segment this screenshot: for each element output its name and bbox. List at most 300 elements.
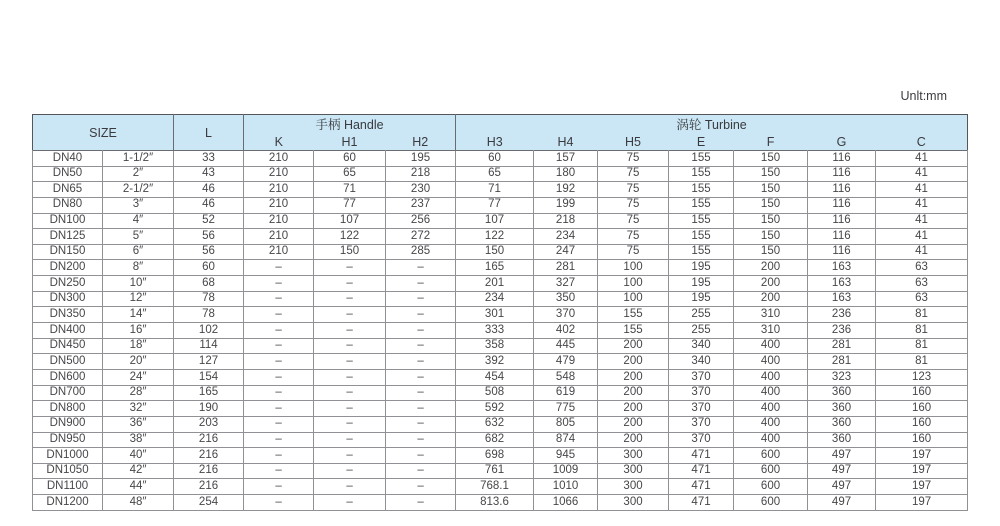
table-cell: – bbox=[244, 385, 314, 401]
table-cell: 350 bbox=[534, 291, 598, 307]
table-cell: 236 bbox=[808, 307, 876, 323]
table-cell: – bbox=[386, 307, 456, 323]
table-cell: 199 bbox=[534, 197, 598, 213]
table-cell: 479 bbox=[534, 354, 598, 370]
table-cell: 4″ bbox=[103, 213, 174, 229]
table-cell: 155 bbox=[669, 229, 734, 245]
table-cell: 310 bbox=[734, 323, 808, 339]
table-cell: 44″ bbox=[103, 479, 174, 495]
table-cell: 41 bbox=[876, 182, 968, 198]
table-cell: 761 bbox=[456, 463, 534, 479]
table-cell: 497 bbox=[808, 495, 876, 511]
table-cell: 100 bbox=[598, 260, 669, 276]
table-cell: DN450 bbox=[33, 338, 103, 354]
table-cell: 77 bbox=[456, 197, 534, 213]
table-cell: – bbox=[244, 416, 314, 432]
table-cell: 370 bbox=[669, 416, 734, 432]
table-row bbox=[33, 260, 968, 276]
table-cell: – bbox=[386, 385, 456, 401]
table-cell: 127 bbox=[174, 354, 244, 370]
table-cell: 157 bbox=[534, 151, 598, 167]
table-cell: 160 bbox=[876, 401, 968, 417]
col-header-f: F bbox=[734, 133, 808, 151]
table-cell: 497 bbox=[808, 479, 876, 495]
table-cell: 200 bbox=[734, 291, 808, 307]
table-cell: 63 bbox=[876, 276, 968, 292]
table-cell: 497 bbox=[808, 463, 876, 479]
table-cell: 340 bbox=[669, 354, 734, 370]
table-cell: 20″ bbox=[103, 354, 174, 370]
table-cell: 340 bbox=[669, 338, 734, 354]
group-header-turbine: 涡轮 Turbine bbox=[456, 115, 968, 134]
table-cell: 81 bbox=[876, 354, 968, 370]
table-cell: 300 bbox=[598, 495, 669, 511]
table-cell: 210 bbox=[244, 244, 314, 260]
table-cell: 323 bbox=[808, 369, 876, 385]
table-cell: 234 bbox=[534, 229, 598, 245]
table-cell: 60 bbox=[456, 151, 534, 167]
table-cell: 600 bbox=[734, 495, 808, 511]
table-cell: – bbox=[386, 479, 456, 495]
table-cell: 216 bbox=[174, 432, 244, 448]
table-row bbox=[33, 323, 968, 339]
table-cell: 392 bbox=[456, 354, 534, 370]
table-row bbox=[33, 495, 968, 511]
table-cell: – bbox=[244, 495, 314, 511]
table-cell: DN700 bbox=[33, 385, 103, 401]
table-cell: 400 bbox=[734, 401, 808, 417]
table-row bbox=[33, 354, 968, 370]
table-cell: 310 bbox=[734, 307, 808, 323]
table-cell: 813.6 bbox=[456, 495, 534, 511]
table-cell: 682 bbox=[456, 432, 534, 448]
table-cell: 197 bbox=[876, 495, 968, 511]
table-cell: 116 bbox=[808, 244, 876, 260]
table-cell: 123 bbox=[876, 369, 968, 385]
table-cell: – bbox=[386, 416, 456, 432]
table-cell: 471 bbox=[669, 495, 734, 511]
table-row bbox=[33, 432, 968, 448]
table-cell: 122 bbox=[314, 229, 386, 245]
table-cell: 41 bbox=[876, 151, 968, 167]
table-cell: 210 bbox=[244, 229, 314, 245]
table-cell: 1066 bbox=[534, 495, 598, 511]
col-header-g: G bbox=[808, 133, 876, 151]
table-cell: 1010 bbox=[534, 479, 598, 495]
table-cell: 12″ bbox=[103, 291, 174, 307]
table-cell: 237 bbox=[386, 197, 456, 213]
table-cell: 600 bbox=[734, 479, 808, 495]
table-cell: 116 bbox=[808, 197, 876, 213]
table-cell: 42″ bbox=[103, 463, 174, 479]
table-cell: – bbox=[244, 354, 314, 370]
table-row bbox=[33, 182, 968, 198]
table-cell: 60 bbox=[314, 151, 386, 167]
table-cell: 210 bbox=[244, 197, 314, 213]
table-cell: 619 bbox=[534, 385, 598, 401]
table-cell: 255 bbox=[669, 323, 734, 339]
table-cell: DN100 bbox=[33, 213, 103, 229]
table-row bbox=[33, 276, 968, 292]
col-header-h1: H1 bbox=[314, 133, 386, 151]
table-cell: 333 bbox=[456, 323, 534, 339]
table-cell: 471 bbox=[669, 479, 734, 495]
table-cell: 150 bbox=[734, 151, 808, 167]
table-cell: 150 bbox=[734, 213, 808, 229]
table-cell: 78 bbox=[174, 291, 244, 307]
table-cell: 370 bbox=[669, 401, 734, 417]
table-cell: 40″ bbox=[103, 448, 174, 464]
table-cell: 165 bbox=[456, 260, 534, 276]
table-cell: 41 bbox=[876, 166, 968, 182]
table-cell: 200 bbox=[734, 260, 808, 276]
table-cell: 36″ bbox=[103, 416, 174, 432]
table-cell: – bbox=[386, 495, 456, 511]
table-cell: 190 bbox=[174, 401, 244, 417]
unit-label: Unlt:mm bbox=[900, 89, 947, 103]
table-cell: 210 bbox=[244, 166, 314, 182]
table-cell: 874 bbox=[534, 432, 598, 448]
col-header-e: E bbox=[669, 133, 734, 151]
table-cell: 1009 bbox=[534, 463, 598, 479]
table-cell: 60 bbox=[174, 260, 244, 276]
table-cell: 155 bbox=[669, 151, 734, 167]
table-row bbox=[33, 416, 968, 432]
table-cell: – bbox=[244, 448, 314, 464]
table-cell: – bbox=[314, 354, 386, 370]
table-cell: 165 bbox=[174, 385, 244, 401]
table-cell: 256 bbox=[386, 213, 456, 229]
table-cell: – bbox=[244, 276, 314, 292]
table-cell: 75 bbox=[598, 182, 669, 198]
table-cell: 150 bbox=[314, 244, 386, 260]
table-cell: 370 bbox=[669, 369, 734, 385]
table-cell: 281 bbox=[808, 338, 876, 354]
table-cell: 81 bbox=[876, 323, 968, 339]
table-cell: 471 bbox=[669, 448, 734, 464]
table-row bbox=[33, 197, 968, 213]
table-cell: 600 bbox=[734, 448, 808, 464]
table-cell: 65 bbox=[314, 166, 386, 182]
table-cell: DN40 bbox=[33, 151, 103, 167]
table-cell: 497 bbox=[808, 448, 876, 464]
table-cell: DN50 bbox=[33, 166, 103, 182]
table-cell: 234 bbox=[456, 291, 534, 307]
table-cell: 768.1 bbox=[456, 479, 534, 495]
table-cell: – bbox=[386, 432, 456, 448]
table-cell: 155 bbox=[669, 182, 734, 198]
table-cell: – bbox=[244, 479, 314, 495]
table-cell: 41 bbox=[876, 244, 968, 260]
table-cell: 300 bbox=[598, 479, 669, 495]
table-cell: – bbox=[386, 448, 456, 464]
table-cell: 33 bbox=[174, 151, 244, 167]
table-cell: 281 bbox=[808, 354, 876, 370]
table-cell: 210 bbox=[244, 151, 314, 167]
table-cell: 548 bbox=[534, 369, 598, 385]
table-cell: 281 bbox=[534, 260, 598, 276]
table-cell: 150 bbox=[734, 166, 808, 182]
table-cell: 77 bbox=[314, 197, 386, 213]
table-cell: – bbox=[314, 432, 386, 448]
table-cell: 75 bbox=[598, 197, 669, 213]
table-cell: 210 bbox=[244, 213, 314, 229]
table-cell: 41 bbox=[876, 229, 968, 245]
table-cell: DN200 bbox=[33, 260, 103, 276]
table-cell: DN125 bbox=[33, 229, 103, 245]
table-cell: 122 bbox=[456, 229, 534, 245]
table-row bbox=[33, 448, 968, 464]
table-cell: 200 bbox=[598, 432, 669, 448]
table-cell: 75 bbox=[598, 244, 669, 260]
table-cell: – bbox=[244, 432, 314, 448]
table-cell: 18″ bbox=[103, 338, 174, 354]
table-cell: 197 bbox=[876, 463, 968, 479]
table-row bbox=[33, 291, 968, 307]
table-cell: – bbox=[314, 401, 386, 417]
table-cell: 100 bbox=[598, 291, 669, 307]
table-cell: 600 bbox=[734, 463, 808, 479]
table-cell: 592 bbox=[456, 401, 534, 417]
table-cell: – bbox=[314, 448, 386, 464]
table-row bbox=[33, 229, 968, 245]
table-cell: 805 bbox=[534, 416, 598, 432]
table-cell: 28″ bbox=[103, 385, 174, 401]
table-cell: 155 bbox=[669, 244, 734, 260]
table-cell: 75 bbox=[598, 229, 669, 245]
col-header-c: C bbox=[876, 133, 968, 151]
group-header-row bbox=[33, 115, 968, 134]
table-cell: 16″ bbox=[103, 323, 174, 339]
table-cell: 155 bbox=[669, 166, 734, 182]
table-cell: DN600 bbox=[33, 369, 103, 385]
table-cell: – bbox=[244, 463, 314, 479]
table-cell: 155 bbox=[598, 323, 669, 339]
table-cell: 46 bbox=[174, 182, 244, 198]
table-cell: 200 bbox=[598, 369, 669, 385]
table-cell: DN250 bbox=[33, 276, 103, 292]
table-cell: 116 bbox=[808, 213, 876, 229]
table-cell: 116 bbox=[808, 182, 876, 198]
table-cell: – bbox=[244, 338, 314, 354]
table-cell: 471 bbox=[669, 463, 734, 479]
table-cell: 200 bbox=[734, 276, 808, 292]
table-cell: 200 bbox=[598, 354, 669, 370]
table-cell: 360 bbox=[808, 385, 876, 401]
table-cell: DN500 bbox=[33, 354, 103, 370]
table-cell: – bbox=[244, 307, 314, 323]
table-cell: DN950 bbox=[33, 432, 103, 448]
table-cell: 56 bbox=[174, 229, 244, 245]
table-cell: DN1050 bbox=[33, 463, 103, 479]
table-cell: 300 bbox=[598, 463, 669, 479]
table-cell: – bbox=[314, 479, 386, 495]
table-cell: 163 bbox=[808, 260, 876, 276]
table-cell: DN300 bbox=[33, 291, 103, 307]
table-cell: 236 bbox=[808, 323, 876, 339]
table-cell: 255 bbox=[669, 307, 734, 323]
table-cell: 163 bbox=[808, 276, 876, 292]
table-cell: DN900 bbox=[33, 416, 103, 432]
table-cell: 75 bbox=[598, 213, 669, 229]
table-cell: – bbox=[244, 401, 314, 417]
table-cell: 300 bbox=[598, 448, 669, 464]
table-cell: – bbox=[386, 401, 456, 417]
table-cell: 116 bbox=[808, 166, 876, 182]
table-cell: 41 bbox=[876, 197, 968, 213]
table-cell: 200 bbox=[598, 401, 669, 417]
table-cell: 445 bbox=[534, 338, 598, 354]
table-cell: 116 bbox=[808, 151, 876, 167]
table-cell: 75 bbox=[598, 166, 669, 182]
table-row bbox=[33, 151, 968, 167]
table-cell: 3″ bbox=[103, 197, 174, 213]
table-cell: DN1000 bbox=[33, 448, 103, 464]
table-cell: – bbox=[314, 416, 386, 432]
table-cell: – bbox=[314, 307, 386, 323]
table-body bbox=[33, 151, 968, 511]
table-cell: 216 bbox=[174, 479, 244, 495]
table-row bbox=[33, 338, 968, 354]
table-cell: 180 bbox=[534, 166, 598, 182]
table-cell: 195 bbox=[669, 260, 734, 276]
table-cell: 400 bbox=[734, 369, 808, 385]
table-cell: – bbox=[314, 338, 386, 354]
table-cell: 195 bbox=[669, 291, 734, 307]
table-cell: DN65 bbox=[33, 182, 103, 198]
table-cell: 360 bbox=[808, 416, 876, 432]
table-cell: – bbox=[314, 260, 386, 276]
table-cell: 48″ bbox=[103, 495, 174, 511]
table-cell: 10″ bbox=[103, 276, 174, 292]
table-cell: 247 bbox=[534, 244, 598, 260]
table-cell: 197 bbox=[876, 479, 968, 495]
table-cell: – bbox=[314, 323, 386, 339]
table-cell: – bbox=[314, 463, 386, 479]
table-cell: 154 bbox=[174, 369, 244, 385]
table-cell: 230 bbox=[386, 182, 456, 198]
table-cell: 200 bbox=[598, 338, 669, 354]
table-cell: 38″ bbox=[103, 432, 174, 448]
table-cell: 360 bbox=[808, 401, 876, 417]
table-cell: DN400 bbox=[33, 323, 103, 339]
table-cell: 5″ bbox=[103, 229, 174, 245]
table-cell: 32″ bbox=[103, 401, 174, 417]
table-cell: – bbox=[314, 495, 386, 511]
table-cell: 402 bbox=[534, 323, 598, 339]
table-cell: 285 bbox=[386, 244, 456, 260]
table-cell: 400 bbox=[734, 338, 808, 354]
table-cell: 52 bbox=[174, 213, 244, 229]
table-cell: 301 bbox=[456, 307, 534, 323]
table-row bbox=[33, 307, 968, 323]
table-cell: 218 bbox=[534, 213, 598, 229]
table-cell: 116 bbox=[808, 229, 876, 245]
table-cell: 2-1/2″ bbox=[103, 182, 174, 198]
table-cell: 107 bbox=[456, 213, 534, 229]
table-cell: 155 bbox=[598, 307, 669, 323]
table-row bbox=[33, 244, 968, 260]
table-cell: 160 bbox=[876, 385, 968, 401]
table-cell: – bbox=[244, 323, 314, 339]
table-cell: 155 bbox=[669, 197, 734, 213]
table-cell: 163 bbox=[808, 291, 876, 307]
table-cell: 160 bbox=[876, 432, 968, 448]
table-cell: – bbox=[386, 260, 456, 276]
table-cell: 24″ bbox=[103, 369, 174, 385]
table-cell: 370 bbox=[669, 432, 734, 448]
table-cell: 203 bbox=[174, 416, 244, 432]
table-cell: DN800 bbox=[33, 401, 103, 417]
table-row bbox=[33, 166, 968, 182]
table-cell: 400 bbox=[734, 432, 808, 448]
table-cell: – bbox=[314, 369, 386, 385]
table-cell: 150 bbox=[734, 229, 808, 245]
table-cell: 150 bbox=[456, 244, 534, 260]
table-cell: 63 bbox=[876, 260, 968, 276]
col-header-size: SIZE bbox=[33, 115, 174, 151]
table-cell: 358 bbox=[456, 338, 534, 354]
group-header-handle: 手柄 Handle bbox=[244, 115, 456, 134]
table-cell: 201 bbox=[456, 276, 534, 292]
table-cell: – bbox=[386, 463, 456, 479]
table-cell: 272 bbox=[386, 229, 456, 245]
table-cell: 68 bbox=[174, 276, 244, 292]
table-cell: 508 bbox=[456, 385, 534, 401]
table-cell: 195 bbox=[386, 151, 456, 167]
table-cell: 200 bbox=[598, 416, 669, 432]
table-cell: 216 bbox=[174, 463, 244, 479]
table-cell: 2″ bbox=[103, 166, 174, 182]
table-cell: 370 bbox=[669, 385, 734, 401]
table-cell: 81 bbox=[876, 338, 968, 354]
table-cell: 400 bbox=[734, 354, 808, 370]
col-header-l: L bbox=[174, 115, 244, 151]
table-cell: 370 bbox=[534, 307, 598, 323]
col-header-h3: H3 bbox=[456, 133, 534, 151]
table-cell: 150 bbox=[734, 197, 808, 213]
table-cell: 78 bbox=[174, 307, 244, 323]
table-cell: – bbox=[386, 291, 456, 307]
table-cell: 360 bbox=[808, 432, 876, 448]
table-cell: DN150 bbox=[33, 244, 103, 260]
table-cell: 56 bbox=[174, 244, 244, 260]
table-cell: 200 bbox=[598, 385, 669, 401]
table-cell: 454 bbox=[456, 369, 534, 385]
table-row bbox=[33, 213, 968, 229]
table-cell: 197 bbox=[876, 448, 968, 464]
table-cell: 81 bbox=[876, 307, 968, 323]
table-cell: 400 bbox=[734, 385, 808, 401]
table-cell: 195 bbox=[669, 276, 734, 292]
table-cell: 216 bbox=[174, 448, 244, 464]
table-cell: 6″ bbox=[103, 244, 174, 260]
table-cell: – bbox=[244, 369, 314, 385]
table-cell: 107 bbox=[314, 213, 386, 229]
table-cell: – bbox=[314, 276, 386, 292]
table-cell: 43 bbox=[174, 166, 244, 182]
table-row bbox=[33, 385, 968, 401]
table-row bbox=[33, 369, 968, 385]
table-cell: 218 bbox=[386, 166, 456, 182]
valve-dimensions-table bbox=[32, 114, 968, 511]
table-cell: DN350 bbox=[33, 307, 103, 323]
table-cell: – bbox=[314, 385, 386, 401]
table-cell: 41 bbox=[876, 213, 968, 229]
table-cell: 8″ bbox=[103, 260, 174, 276]
table-cell: – bbox=[386, 354, 456, 370]
table-cell: 775 bbox=[534, 401, 598, 417]
